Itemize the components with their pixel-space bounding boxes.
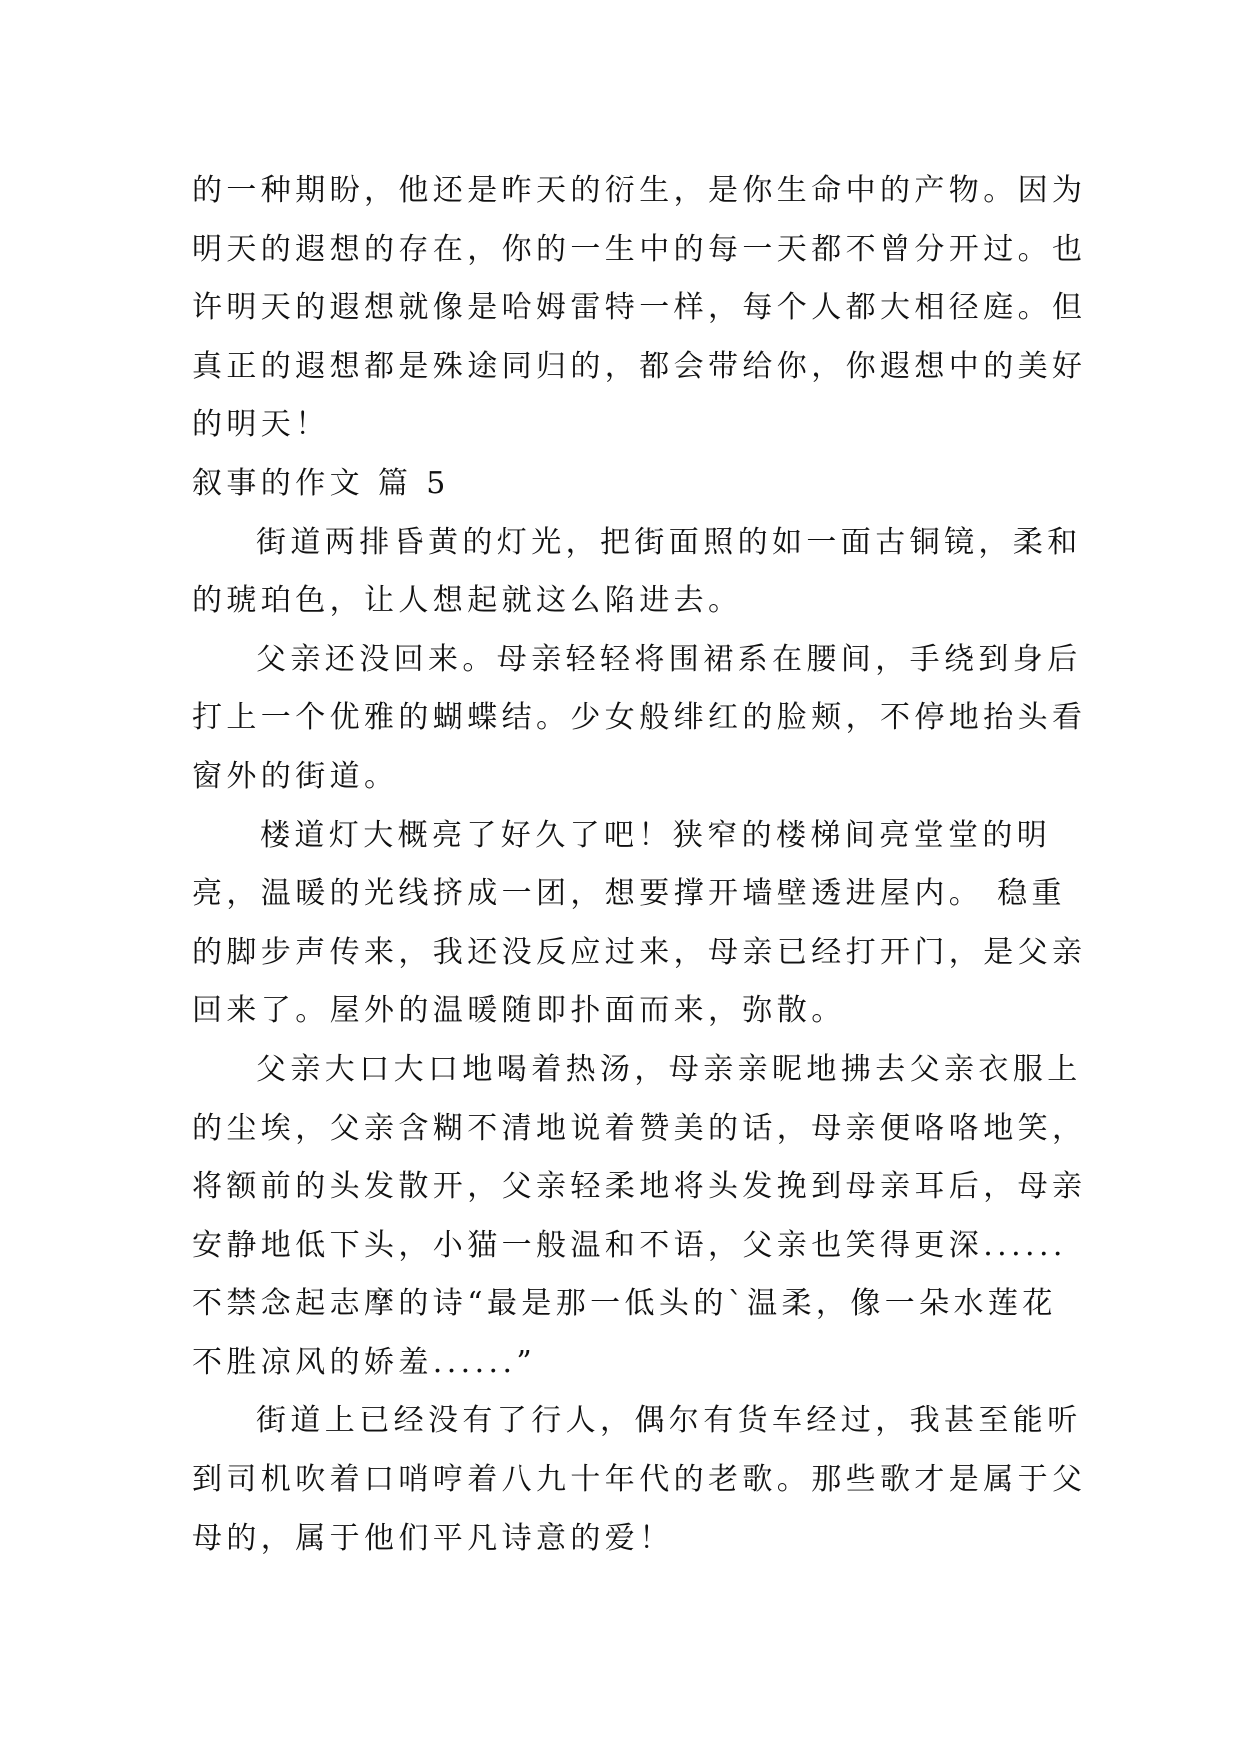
text-line: 楼道灯大概亮了好久了吧！狭窄的楼梯间亮堂堂的明	[260, 817, 1052, 853]
text-line: 的明天！	[192, 407, 330, 443]
text-line: 不禁念起志摩的诗“最是那一低头的`温柔，像一朵水莲花	[192, 1286, 1057, 1322]
text-line: 街道上已经没有了行人，偶尔有货车经过，我甚至能听	[256, 1403, 1082, 1439]
text-line: 的脚步声传来，我还没反应过来，母亲已经打开门，是父亲	[192, 934, 1087, 970]
text-line: 安静地低下头，小猫一般温和不语，父亲也笑得更深......	[192, 1227, 1067, 1263]
text-line: 的琥珀色，让人想起就这么陷进去。	[192, 583, 743, 619]
text-line: 将额前的头发散开，父亲轻柔地将头发挽到母亲耳后，母亲	[192, 1169, 1087, 1205]
text-line: 的一种期盼，他还是昨天的衍生，是你生命中的产物。因为	[192, 173, 1087, 208]
text-line: 明天的遐想的存在，你的一生中的每一天都不曾分开过。也	[192, 231, 1087, 267]
text-line: 窗外的街道。	[192, 758, 399, 794]
text-line: 街道两排昏黄的灯光，把街面照的如一面古铜镜，柔和	[256, 524, 1082, 560]
text-line: 亮，温暖的光线挤成一团，想要撑开墙壁透进屋内。 稳重	[192, 876, 1066, 912]
text-line: 母的，属于他们平凡诗意的爱！	[192, 1520, 674, 1556]
text-line: 父亲还没回来。母亲轻轻将围裙系在腰间，手绕到身后	[256, 641, 1082, 677]
text-line: 回来了。屋外的温暖随即扑面而来，弥散。	[192, 993, 846, 1029]
text-line: 许明天的遐想就像是哈姆雷特一样，每个人都大相径庭。但	[192, 290, 1087, 326]
text-line: 打上一个优雅的蝴蝶结。少女般绯红的脸颊，不停地抬头看	[192, 700, 1087, 736]
text-line: 真正的遐想都是殊途同归的，都会带给你，你遐想中的美好	[192, 348, 1087, 384]
text-line: 不胜凉风的娇羞......”	[192, 1344, 537, 1380]
document-page	[192, 162, 1087, 1568]
text-line: 的尘埃，父亲含糊不清地说着赞美的话，母亲便咯咯地笑，	[192, 1110, 1087, 1146]
section-heading: 叙事的作文 篇 5	[192, 465, 450, 501]
text-line: 父亲大口大口地喝着热汤，母亲亲昵地拂去父亲衣服上	[256, 1051, 1082, 1087]
text-line: 到司机吹着口哨哼着八九十年代的老歌。那些歌才是属于父	[192, 1462, 1087, 1498]
